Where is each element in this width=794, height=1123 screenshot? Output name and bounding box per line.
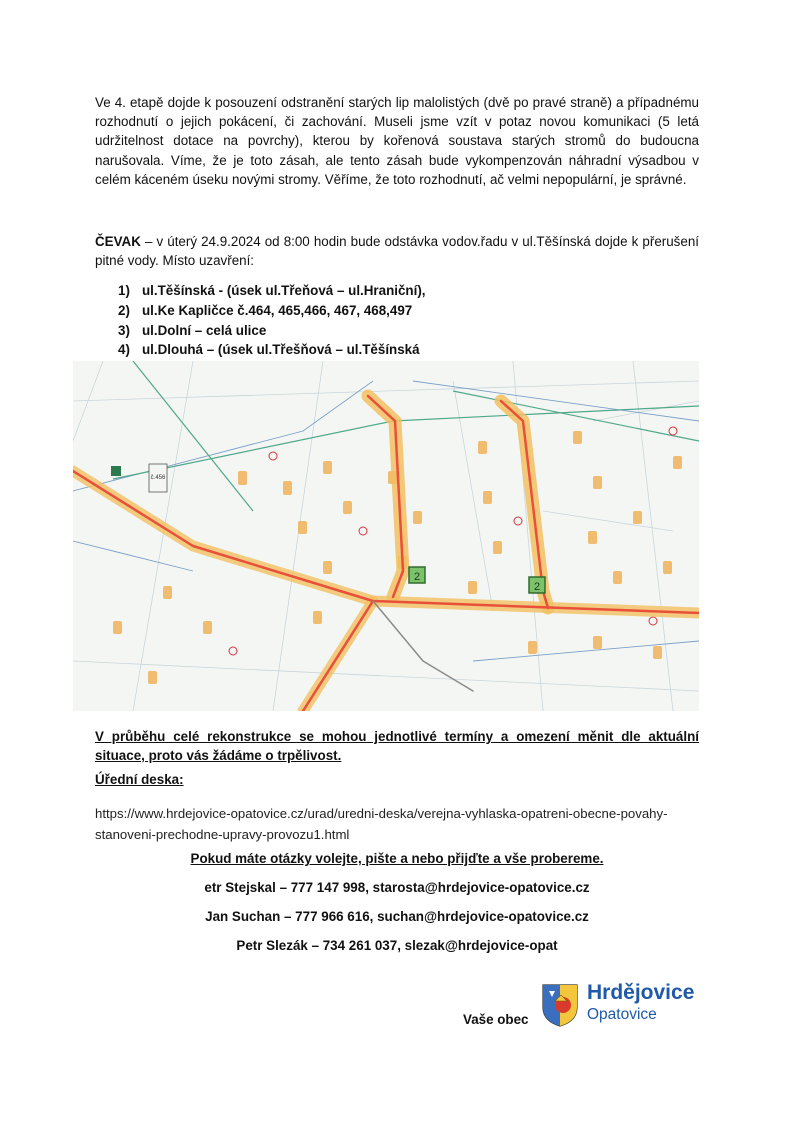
contact-line: Petr Slezák – 734 261 037, slezak@hrdejovice-opat (236, 938, 558, 953)
map-marker-label: 2 (413, 571, 421, 583)
cevak-label: ČEVAK (95, 234, 141, 249)
intro-paragraph: Ve 4. etapě dojde k posouzení odstranění starých lip malolistých (dvě po pravé straně) a případnému rozhodnutí o jejich pokácení, či zachování. Museli jsme vzít v potaz novou komunikaci (5 letá udržitelnost dotace na povrchy), kterou by kořenová soustava starých stromů do budoucna narušovala. Víme, že je toto zásah, ale tento zásah bude vykompenzován náhradní výsadbou v celém káceném úseku novými stromy. Věříme, že toto rozhodnutí, ač velmi nepopulární, je správné. (95, 95, 699, 187)
closure-list (118, 281, 426, 360)
contact-line: Jan Suchan – 777 966 616, suchan@hrdejovice-opatovice.cz (205, 909, 589, 924)
notice-board-link[interactable]: https://www.hrdejovice-opatovice.cz/urad/uredni-deska/verejna-vyhlaska-opatreni-obecne-povahy-stanoveni-prechodne-upravy-provozu1.html (95, 806, 668, 842)
list-item: 3) ul.Dolní – celá ulice (118, 322, 267, 338)
logo-title: Hrdějovice (587, 981, 695, 1004)
street-map-image (73, 361, 699, 711)
map-marker-label: 2 (533, 581, 541, 593)
cevak-paragraph (95, 232, 699, 270)
reconstruction-note: V průběhu celé rekonstrukce se mohou jednotlivé termíny a omezení měnit dle aktuální situace, proto vás žádáme o trpělivost. (95, 729, 699, 763)
logo-subtitle: Opatovice (587, 1006, 657, 1023)
list-item: 2) ul.Ke Kapličce č.464, 465,466, 467, 468,497 (118, 302, 413, 318)
cevak-text: – v úterý 24.9.2024 od 8:00 hodin bude odstávka vodov.řadu v ul.Těšínská dojde k přerušení pitné vody. Místo uzavření: (95, 234, 699, 269)
contact-prompt: Pokud máte otázky volejte, pište a nebo přijďte a vše probereme. (190, 851, 604, 866)
contact-line: etr Stejskal – 777 147 998, starosta@hrdejovice-opatovice.cz (204, 880, 590, 895)
map-parcel-label: č.456 (150, 475, 166, 481)
municipality-crest-icon (541, 983, 579, 1027)
footer-label: Vaše obec (463, 1012, 529, 1027)
list-item: 1) ul.Těšínská - (úsek ul.Třeňová – ul.Hraniční), (118, 283, 426, 298)
list-item: 4) ul.Dlouhá – (úsek ul.Třešňová – ul.Těšínská (118, 342, 420, 358)
notice-board-heading: Úřední deska: (95, 772, 184, 787)
